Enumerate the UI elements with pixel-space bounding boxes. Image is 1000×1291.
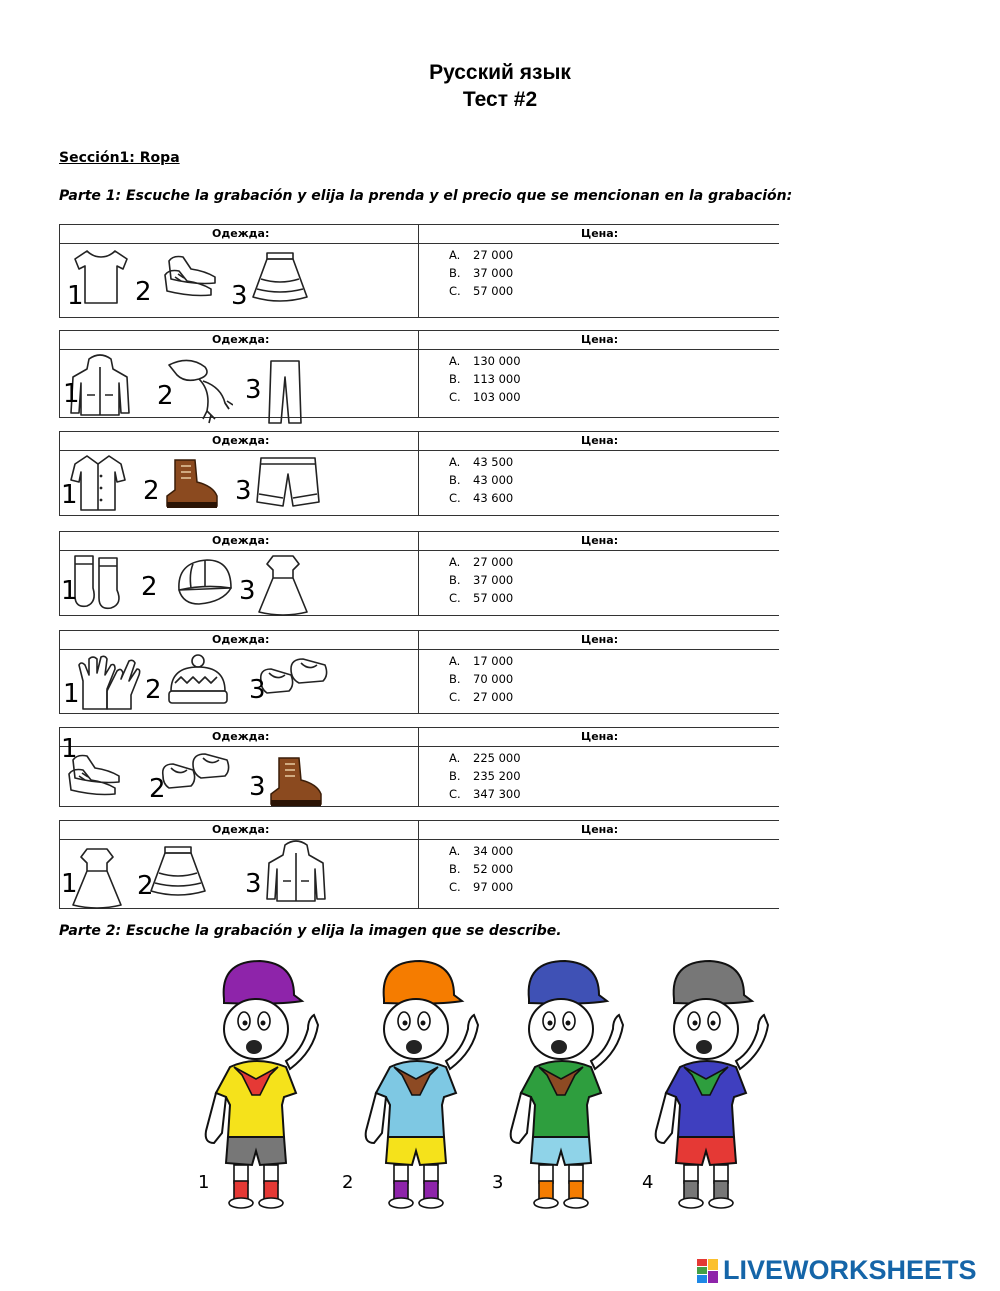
price-option[interactable] [449, 767, 521, 785]
left-border [59, 432, 60, 515]
liveworksheets-logo [697, 1255, 977, 1286]
price-option[interactable] [449, 246, 513, 264]
option-letter: A. [449, 354, 461, 368]
price-option[interactable] [449, 785, 521, 803]
item-number: 3 [231, 281, 248, 311]
clothing-header: Одежда: [212, 333, 270, 346]
price-option[interactable] [449, 453, 513, 471]
price-option[interactable] [449, 571, 513, 589]
price-option[interactable] [449, 471, 513, 489]
section-title: Sección1: Ropa [59, 150, 180, 166]
option-value: 347 300 [473, 787, 521, 801]
question-table [59, 224, 779, 317]
option-value: 27 000 [473, 690, 514, 704]
option-letter: C. [449, 787, 461, 801]
option-value: 225 000 [473, 751, 521, 765]
clothing-header: Одежда: [212, 730, 270, 743]
option-letter: C. [449, 880, 461, 894]
item-number: 2 [143, 476, 160, 506]
boy-number: 4 [642, 1172, 654, 1193]
price-header: Цена: [581, 823, 619, 836]
price-header: Цена: [581, 434, 619, 447]
bottom-border [59, 615, 779, 616]
option-value: 43 600 [473, 491, 514, 505]
price-option[interactable] [449, 652, 513, 670]
price-option[interactable] [449, 670, 513, 688]
clothing-header: Одежда: [212, 227, 270, 240]
price-header: Цена: [581, 333, 619, 346]
table-header-row [59, 225, 779, 244]
price-option[interactable] [449, 688, 513, 706]
table-header-row [59, 728, 779, 747]
price-option[interactable] [449, 489, 513, 507]
question-table [59, 630, 779, 713]
question-table [59, 431, 779, 515]
skirt-icon[interactable] [247, 249, 313, 310]
price-options [449, 453, 513, 507]
price-options [449, 246, 513, 300]
table-header-row [59, 821, 779, 840]
option-value: 27 000 [473, 555, 514, 569]
option-value: 27 000 [473, 248, 514, 262]
left-border [59, 821, 60, 908]
item-number: 3 [239, 576, 256, 606]
item-number: 3 [245, 375, 262, 405]
item-number: 2 [157, 381, 174, 411]
price-option[interactable] [449, 370, 521, 388]
price-options [449, 553, 513, 607]
left-border [59, 728, 60, 806]
price-option[interactable] [449, 589, 513, 607]
clothing-header: Одежда: [212, 534, 270, 547]
price-option[interactable] [449, 878, 513, 896]
boot-icon[interactable] [265, 754, 325, 815]
item-number: 3 [249, 772, 266, 802]
option-value: 37 000 [473, 573, 514, 587]
question-table [59, 727, 779, 806]
boys-picture-set [190, 955, 780, 1215]
option-letter: C. [449, 690, 461, 704]
item-number: 2 [137, 871, 154, 901]
question-table [59, 330, 779, 417]
column-divider [418, 225, 419, 317]
price-option[interactable] [449, 749, 521, 767]
item-number: 1 [61, 869, 78, 899]
price-option[interactable] [449, 264, 513, 282]
option-value: 43 500 [473, 455, 514, 469]
item-number: 1 [67, 281, 84, 311]
option-letter: C. [449, 591, 461, 605]
column-divider [418, 728, 419, 806]
column-divider [418, 821, 419, 908]
hoodie-icon[interactable] [261, 839, 331, 910]
pants-icon[interactable] [265, 357, 305, 432]
cap-icon[interactable] [169, 554, 241, 615]
option-value: 17 000 [473, 654, 514, 668]
option-letter: A. [449, 248, 461, 262]
item-number: 2 [135, 277, 152, 307]
option-value: 57 000 [473, 591, 514, 605]
left-border [59, 331, 60, 417]
table-header-row [59, 631, 779, 650]
price-options [449, 749, 521, 803]
table-header-row [59, 432, 779, 451]
price-options [449, 842, 513, 896]
price-option[interactable] [449, 352, 521, 370]
logo-blocks-icon [697, 1259, 719, 1283]
column-divider [418, 331, 419, 417]
question-table [59, 531, 779, 615]
clothing-header: Одежда: [212, 434, 270, 447]
price-header: Цена: [581, 633, 619, 646]
option-value: 70 000 [473, 672, 514, 686]
table-header-row [59, 331, 779, 350]
boy-figure[interactable] [495, 955, 635, 1215]
title-line-1: Русский язык [429, 61, 571, 84]
price-options [449, 352, 521, 406]
option-letter: B. [449, 266, 461, 280]
left-border [59, 225, 60, 317]
item-number: 1 [61, 734, 78, 764]
table-header-row [59, 532, 779, 551]
option-letter: A. [449, 654, 461, 668]
option-letter: A. [449, 555, 461, 569]
option-value: 103 000 [473, 390, 521, 404]
option-value: 37 000 [473, 266, 514, 280]
clothing-header: Одежда: [212, 823, 270, 836]
left-border [59, 532, 60, 615]
option-letter: C. [449, 390, 461, 404]
gloves-icon[interactable] [73, 651, 145, 718]
item-number: 3 [249, 675, 266, 705]
price-option[interactable] [449, 860, 513, 878]
item-number: 3 [245, 869, 262, 899]
option-letter: B. [449, 372, 461, 386]
beanie-icon[interactable] [163, 653, 233, 714]
option-letter: A. [449, 844, 461, 858]
part2-instruction: Parte 2: Escuche la grabación y elija la imagen que se describe. [59, 923, 562, 939]
clothing-header: Одежда: [212, 633, 270, 646]
boy-number: 1 [198, 1172, 210, 1193]
option-letter: B. [449, 473, 461, 487]
option-letter: B. [449, 769, 461, 783]
boy-number: 3 [492, 1172, 504, 1193]
option-letter: A. [449, 751, 461, 765]
price-header: Цена: [581, 730, 619, 743]
option-letter: B. [449, 573, 461, 587]
boy-figure[interactable] [190, 955, 330, 1215]
shoes-icon[interactable] [161, 251, 223, 306]
boy-number: 2 [342, 1172, 354, 1193]
skirt-icon[interactable] [145, 843, 211, 904]
price-options [449, 652, 513, 706]
item-number: 1 [63, 379, 80, 409]
part1-instruction: Parte 1: Escuche la grabación y elija la prenda y el precio que se mencionan en la grabación: [59, 188, 793, 204]
option-value: 235 200 [473, 769, 521, 783]
item-number: 1 [61, 480, 78, 510]
title-line-2: Тест #2 [462, 88, 538, 111]
option-value: 43 000 [473, 473, 514, 487]
question-table [59, 820, 779, 908]
price-header: Цена: [581, 534, 619, 547]
boot-icon[interactable] [161, 456, 221, 517]
left-border [59, 631, 60, 713]
item-number: 1 [61, 576, 78, 606]
option-value: 52 000 [473, 862, 514, 876]
logo-text: LIVEWORKSHEETS [723, 1255, 977, 1285]
price-header: Цена: [581, 227, 619, 240]
option-value: 34 000 [473, 844, 514, 858]
option-letter: C. [449, 491, 461, 505]
boy-figure[interactable] [350, 955, 490, 1215]
option-letter: B. [449, 672, 461, 686]
sandals-icon[interactable] [255, 655, 333, 712]
dress-icon[interactable] [253, 552, 313, 623]
boy-figure[interactable] [640, 955, 780, 1215]
option-value: 113 000 [473, 372, 521, 386]
column-divider [418, 532, 419, 615]
price-option[interactable] [449, 282, 513, 300]
item-number: 2 [149, 774, 166, 804]
price-option[interactable] [449, 842, 513, 860]
price-option[interactable] [449, 553, 513, 571]
column-divider [418, 432, 419, 515]
item-number: 3 [235, 476, 252, 506]
option-value: 130 000 [473, 354, 521, 368]
item-number: 1 [63, 679, 80, 709]
option-value: 57 000 [473, 284, 514, 298]
shorts-icon[interactable] [253, 452, 323, 517]
column-divider [418, 631, 419, 713]
option-value: 97 000 [473, 880, 514, 894]
option-letter: B. [449, 862, 461, 876]
option-letter: C. [449, 284, 461, 298]
bottom-border [59, 908, 779, 909]
option-letter: A. [449, 455, 461, 469]
price-option[interactable] [449, 388, 521, 406]
item-number: 2 [145, 675, 162, 705]
item-number: 2 [141, 572, 158, 602]
sandals-icon[interactable] [157, 750, 235, 807]
bottom-border [59, 317, 779, 318]
